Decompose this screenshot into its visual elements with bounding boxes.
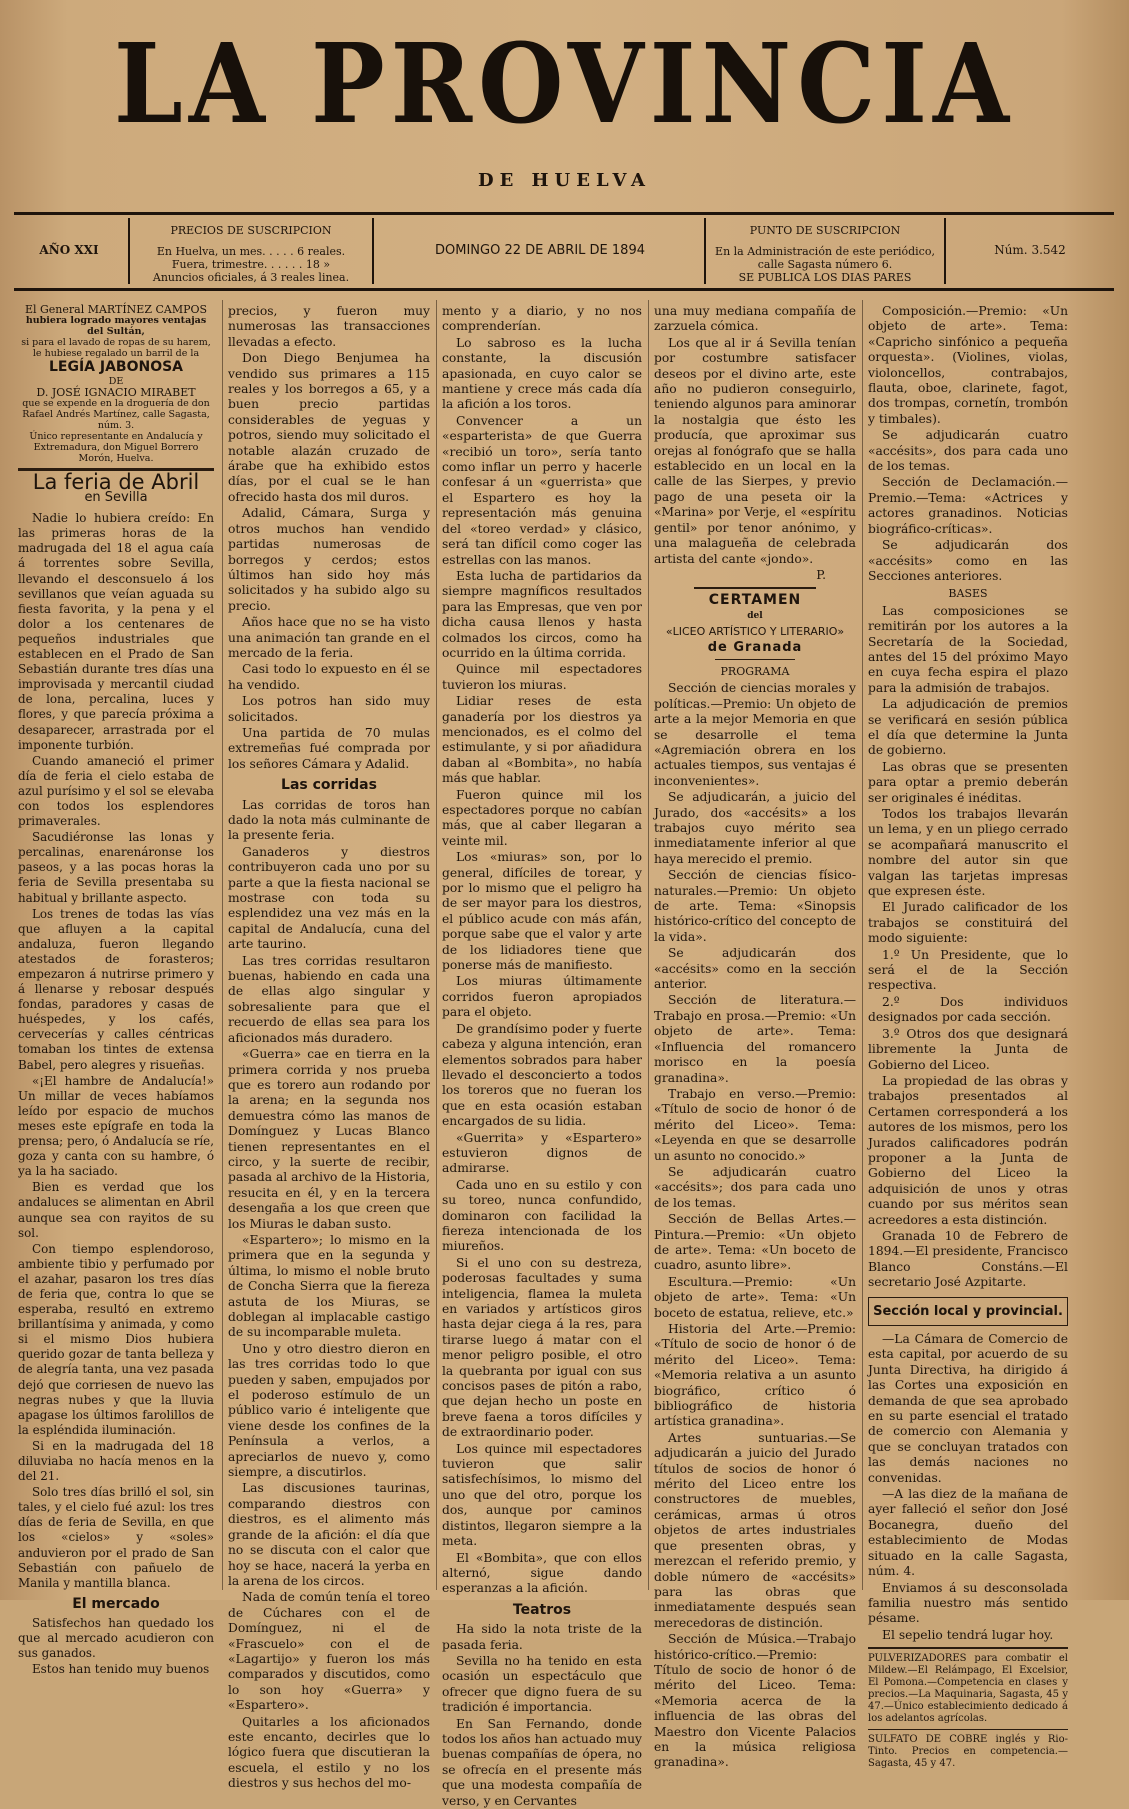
section-heading: Las corridas [281,777,377,794]
paragraph: Sección de Música.—Trabajo histórico-crítico.—Premio: Título de socio de honor ó de mérito del Liceo. Tema: «Memoria acerca de la influencia de las obras del Maestro don Vicente Palacios en la música religiosa granadina». [654,1632,856,1770]
paragraph: Se adjudicarán dos «accésits» como en las Secciones anteriores. [868,538,1068,583]
paragraph: Lo sabroso es la lucha constante, la discusión apasionada, en cuyo calor se mantiene y crece más cada día la afición a los toros. [442,335,642,412]
ad-product-name: LEGÍA JABONOSA [48,359,184,375]
paragraph: «¡El hambre de Andalucía!» Un millar de veces habíamos leído por espacio de muchos meses este epígrafe en toda la prensa; pero, ó Andalucía se ríe, goza y canta con su hambre, ó ya la ha saciado. [18,1073,214,1179]
info-separator [372,218,374,284]
paragraph: Lidiar reses de esta ganadería por los diestros ya mencionados, es el colmo del estimulante, y si por añadidura daban al «Bombita», no había más que hablar. [442,694,642,786]
paragraph: Los «miuras» son, por lo general, difíciles de torear, y por lo mismo que el peligro ha de ser mayor para los diestros, el público acude con más afán, porque sabe que el valor y arte de los lidiadores tiene que ponerse más de manifiesto. [442,850,642,973]
paragraph: Quince mil espectadores tuvieron los miuras. [442,662,642,692]
info-separator [704,218,706,284]
paragraph: La propiedad de las obras y trabajos presentados al Certamen corresponderá a los autores de los mismos, pero los Jurados calificadores podrán proponer a la Junta de Gobierno del Liceo la adquisición de unos y otras cuando por sus méritos sean acreedores a esta distinción. [868,1073,1068,1227]
paragraph: 3.º Otros dos que designará libremente la Junta de Gobierno del Liceo. [868,1026,1068,1072]
paragraph: Convencer a un «esparterista» de que Guerra «recibió un toro», sería tanto como inflar un perro y hacerle confesar á un «guerrista» que el Espartero es hoy la representación más genuina del «toreo verdad» y clásico, será tan difícil como coger las estrellas con las manos. [442,413,642,567]
paragraph: Nada de común tenía el toreo de Cúchares con el de Domínguez, ni el de «Frascuelo» con el de «Lagartijo» y fueron los más comparados y discutidos, como lo son hoy «Guerra» y «Espartero». [228,1590,430,1713]
paragraph: El «Bombita», que con ellos alternó, sigue dando esperanzas a la afición. [442,1550,642,1596]
paragraph: «Guerra» cae en tierra en la primera corrida y nos prueba que es torero aun rodando por la arena; en la segunda nos demuestra cómo las manos de Domínguez y Lucas Blanco tienen representantes en el circo, y la suerte de recibir, pasada al archivo de la Historia, resucita en él, y en la tercera desengaña a los que creen que los Miuras le daban susto. [228,1047,430,1231]
paragraph: El sepelio tendrá lugar hoy. [882,1627,1054,1642]
column-separator [648,300,649,1590]
paragraph: Sección de Declamación.—Premio.—Tema: «Actrices y actores granadinos. Noticias biográfico-críticas». [868,475,1068,536]
prices-line-2: Fuera, trimestre. . . . . . 18 » [171,258,331,271]
prices-box [132,218,370,284]
paragraph: Don Diego Benjumea ha vendido sus primares a 115 reales y los borregos a 65, y a buen precio partidas considerables de yeguas y potros, siendo muy solicitado el notable alazán cruzado de árabe que ha exhibido estos días, por el cual se le han ofrecido hasta dos mil duros. [228,351,430,504]
column-4 [654,304,856,1770]
paragraph: una muy mediana compañía de zarzuela cómica. [654,304,856,334]
column-2 [228,304,430,1791]
paragraph: Si en la madrugada del 18 diluviaba no hacía menos en la del 21. [18,1438,214,1484]
local-section-box [868,1297,1068,1326]
paragraph: Las composiciones se remitirán por los autores a la Secretaría de la Sociedad, antes del 15 del próximo Mayo en cuya fecha espira el plazo para la admisión de trabajos. [868,603,1068,695]
paragraph: Sevilla no ha tenido en esta ocasión un espectáculo que ofrecer que digno fuera de su tradición é importancia. [442,1653,642,1715]
paragraph: Las corridas de toros han dado la nota más culminante de la presente feria. [228,797,430,843]
divider [868,1647,1068,1649]
info-separator [944,218,946,284]
paragraph: Los quince mil espectadores tuvieron que salir satisfechísimos, lo mismo del uno que del otro, porque los dos, aunque por caminos distintos, llegaron siempre a la meta. [442,1441,642,1549]
paragraph: —La Cámara de Comercio de esta capital, por acuerdo de su Junta Directiva, ha dirigido á las Cortes una exposición en demanda de que sea aprobado en su parte esencial el tratado de comercio con Alemania y que se concluyan tratados con las demás naciones no convenidas. [868,1332,1068,1485]
subscription-point-box [710,218,940,284]
year-label: AÑO XXI [39,243,99,257]
paragraph: Sacudiéronse las lonas y percalinas, enarenáronse los paseos, y a las pocas horas la feria de Sevilla presentaba su habitual y brillante aspecto. [18,830,214,905]
paragraph: 1.º Un Presidente, que lo será el de la Sección respectiva. [868,947,1068,993]
masthead-title: LA PROVINCIA [113,20,1016,149]
divider [694,587,815,589]
paragraph: Casi todo lo expuesto en él se ha vendido. [228,662,430,692]
column-5 [868,304,1068,1770]
paragraph: Adalid, Cámara, Surga y otros muchos han vendido partidas numerosas de borregos y cerdos; estos últimos han sido hoy más solicitados y ha subido algo su precio. [228,506,430,613]
column-3 [442,304,642,1808]
paragraph: Escultura.—Premio: «Un objeto de arte». Tema: «Un boceto de estatua, relieve, etc.» [654,1274,856,1320]
paragraph: Se adjudicarán cuatro «accésits», dos para cada uno de los temas. [868,428,1068,474]
paragraph: Cada uno en su estilo y con su toreo, nunca confundido, dominaron con facilidad la fiereza intencionada de los miureños. [442,1177,642,1254]
info-bar [14,218,1114,284]
paragraph: Con tiempo esplendoroso, ambiente tibio y perfumado por el azahar, pasaron los tres días de feria que, contra lo que se esperaba, resultó en extremo brillantísima y animada, y como si el mismo Dios hubiera querido gozar de tanta belleza y de alegría tanta, una vez pasada dejó que corriesen de nuevo las negras nubes y que la lluvia apagase los últimos farolillos de la espléndida iluminación. [18,1241,214,1437]
paragraph: Artes suntuarias.—Se adjudicarán a juicio del Jurado títulos de socios de honor ó mérito del Liceo entre los constructores de muebles, cerámicas, armas ú otros objetos de artes industriales que presenten obras, y merezcan el referido premio, y doble número de «accésits» para las obras que inmediatamente después sean merecedoras de distinción. [654,1430,856,1630]
paragraph: Cuando amaneció el primer día de feria el cielo estaba de azul purísimo y el sol se elevaba con todos los esplendores primaverales. [18,753,214,829]
prices-line-3: Anuncios oficiales, á 3 reales linea. [152,271,350,284]
paragraph: Una partida de 70 mulas extremeñas fué comprada por los señores Cámara y Adalid. [228,725,430,771]
local-section-heading: Sección local y provincial. [873,1303,1063,1319]
copper-sulfate-advertisement: SULFATO DE COBRE inglés y Rio-Tinto. Precios en competencia.—Sagasta, 45 y 47. [868,1734,1068,1770]
program-heading: PROGRAMA [720,664,790,678]
masthead-subtitle: DE HUELVA [477,170,652,191]
paragraph: Historia del Arte.—Premio: «Título de socio de honor ó de mérito del Liceo». Tema: «Memoria relativa a un asunto biográfico, crítico ó bibliográfico de historia artística granadina». [654,1322,856,1429]
signature: P. [816,567,826,582]
ad-line: que se expende en la droguería de don Rafael Andrés Martínez, calle Sagasta, núm. 3. [22,398,210,431]
paragraph: Trabajo en verso.—Premio: «Título de socio de honor ó de mérito del Liceo». Tema: «Leyenda en que se desarrolle un asunto no conocido.» [654,1086,856,1163]
issue-date: DOMINGO 22 DE ABRIL DE 1894 [435,243,645,258]
paragraph: Estos han tenido muy buenos [32,1662,210,1677]
ad-line: El General MARTÍNEZ CAMPOS [24,303,208,316]
paragraph: 2.º Dos individuos designados por cada sección. [868,994,1068,1025]
paragraph: Composición.—Premio: «Un objeto de arte». Tema: «Capricho sinfónico a pequeña orquesta». (Violines, violas, violoncellos, contrabajos, flauta, oboe, clarinete, fagot, dos trompas, cornetín, trombón y timbales). [868,304,1068,426]
paragraph: Granada 10 de Febrero de 1894.—El presidente, Francisco Blanco Constáns.—El secretario José Azpitarte. [868,1228,1068,1290]
paragraph: Nadie lo hubiera creído: En las primeras horas de la madrugada del 18 el agua caía á torrentes sobre Sevilla, llevando el desconsuelo á los sevillanos que veían aguada su fiesta favorita, y la pena y el dolor a los centenares de pequeños industriales que establecen en el Prado de San Sebastián durante tres días una improvisada y mercantil ciudad de lona, percalina, luces y flores, y que parecía próxima a desaparecer, arrastrada por el imponente turbión. [18,511,214,752]
paragraph: Solo tres días brilló el sol, sin tales, y el cielo fué azul: los tres días de feria de Sevilla, en que los «cielos» y «soles» anduvieron por el prado de San Sebastián con pañuelo de Manila y mantilla blanca. [18,1485,214,1590]
column-separator [862,300,863,1590]
ad-line: Único representante en Andalucía y Extremadura, don Miguel Borrero Morón, Huelva. [29,431,203,464]
column-separator [222,300,223,1590]
paragraph: Sección de ciencias físico-naturales.—Premio: Un objeto de arte. Tema: «Sinopsis histórico-crítico del concepto de la vida». [654,868,856,944]
bases-heading: BASES [948,587,988,601]
paragraph: Las tres corridas resultaron buenas, habiendo en cada una de ellas algo singular y sobresaliente para que el recuerdo de ellas sea para los aficionados más duradero. [228,953,430,1045]
point-line-1: En la Administración de este periódico, [715,245,935,258]
info-separator [128,218,130,284]
column-separator [436,300,437,1590]
prices-title: PRECIOS DE SUSCRIPCION [170,224,332,237]
paragraph: Se adjudicarán dos «accésits» como en la sección anterior. [654,946,856,992]
paragraph: Ha sido la nota triste de la pasada feria. [442,1622,642,1652]
paragraph: Años hace que no se ha visto una animación tan grande en el mercado de la feria. [228,615,430,660]
paragraph: Se adjudicarán cuatro «accésits»; dos para cada uno de los temas. [654,1164,856,1210]
paragraph: Esta lucha de partidarios da siempre magníficos resultados para las Empresas, que ven por dicha causa llenos y hasta colmados los circos, como ha ocurrido en la última corrida. [442,568,642,660]
paragraph: Los trenes de todas las vías que afluyen a la capital andaluza, fueron llegando atestados de forasteros; empezaron á nutrirse primero y á llenarse y rebosar después fondas, paradores y casas de huéspedes, y los cafés, cervecerías y calles céntricas tomaban los tintes de extensa Babel, pero alegres y risueñas. [18,906,214,1072]
paragraph: La adjudicación de premios se verificará en sesión pública el día que determine la Junta de gobierno. [868,697,1068,758]
divider [715,659,796,660]
paragraph: Uno y otro diestro dieron en las tres corridas todo lo que pueden y saben, empujados por el poderoso estímulo de un público vario é inteligente que viene desde los confines de la Península a verlos, a apreciarlos de nuevo y, como siempre, a discutirlos. [228,1341,430,1480]
paragraph: De grandísimo poder y fuerte cabeza y alguna intención, eran elementos sobrados para haber llevado el desconcierto a todos los toreros que no fueran los que en esta ocasión estaban encargados de su lidia. [442,1021,642,1129]
column-1 [18,303,214,1677]
paragraph: Bien es verdad que los andaluces se alimentan en Abril aunque sea con rayitos de su sol. [18,1180,214,1240]
prices-line-1: En Huelva, un mes. . . . . 6 reales. [156,245,346,258]
soap-advertisement [18,304,214,464]
paragraph: precios, y fueron muy numerosas las transacciones llevadas a efecto. [228,304,430,349]
paragraph: Sección de Bellas Artes.—Pintura.—Premio: «Un objeto de arte». Tema: «Un boceto de cuadro, asunto libre». [654,1212,856,1273]
ad-line: DE [108,376,124,387]
paragraph: «Guerrita» y «Espartero» estuvieron dignos de admirarse. [442,1130,642,1176]
top-rule [14,212,1114,215]
article-title: La feria de Abril [32,470,200,494]
certamen-heading-del: del [747,610,763,621]
point-line-2: calle Sagasta número 6. [757,258,893,271]
paragraph: Sección de literatura.—Trabajo en prosa.—Premio: «Un objeto de arte». Tema: «Influencia del romancero morisco en la poesía granadina». [654,993,856,1085]
paragraph: mento y a diario, y no nos comprenderían. [442,304,642,334]
paragraph: Las discusiones taurinas, comparando diestros con diestros, es el alimento más grande de la afición: el día que no se discuta con el calor que hoy se hace, nacerá la yerba en la arena de los circos. [228,1481,430,1588]
paragraph: El Jurado calificador de los trabajos se constituirá del modo siguiente: [868,900,1068,946]
paragraph: Los miuras últimamente corridos fueron apropiados para el objeto. [442,974,642,1020]
paragraph: Quitarles a los aficionados este encanto, decirles que lo lógico fuera que discutieran la escuela, el estilo y no los diestros y sus hechos del mo- [228,1714,430,1791]
section-heading: El mercado [72,1595,160,1612]
point-line-3: SE PUBLICA LOS DIAS PARES [738,271,912,284]
divider [868,1729,1068,1730]
sprayers-advertisement: PULVERIZADORES para combatir el Mildew.—El Relámpago, El Excelsior, El Pomona.—Competencia en clases y precios.—La Maquinaria, Sagasta, 45 y 47.—Único establecimiento dedicado á los adelantos agrícolas. [868,1653,1068,1725]
article-subtitle: en Sevilla [84,490,148,506]
paragraph: —A las diez de la mañana de ayer falleció el señor don José Bocanegra, dueño del establecimiento de Modas situado en la calle Sagasta, núm. 4. [868,1487,1068,1579]
paragraph: En San Fernando, donde todos los años han actuado muy buenas compañías de ópera, no se ofrecía en el presente más que una modesta compañía de verso, y en Cervantes [442,1716,642,1808]
paragraph: Fueron quince mil los espectadores porque no cabían más, que al caber llegaran a veinte mil. [442,787,642,848]
ad-line: D. JOSÉ IGNACIO MIRABET [36,386,196,399]
paragraph: Satisfechos han quedado los que al mercado acudieron con sus ganados. [18,1615,214,1661]
certamen-heading: CERTAMEN [708,592,802,609]
point-title: PUNTO DE SUSCRIPCION [749,224,901,237]
section-heading: Teatros [512,1601,572,1618]
paragraph: Sección de ciencias morales y políticas.—Premio: Un objeto de arte a la mejor Memoria en que se desarrolle el tema «Agremiación obrera en los actuales tiempos, sus ventajas é inconvenientes». [654,681,856,788]
certamen-city: de Granada [707,639,803,655]
paragraph: Ganaderos y diestros contribuyeron cada uno por su parte a que la fiesta nacional se mostrase con toda su esplendidez una vez más en la capital de Andalucía, cuna del arte taurino. [228,844,430,952]
issue-number: Núm. 3.542 [994,243,1066,257]
paragraph: Todos los trabajos llevarán un lema, y en un pliego cerrado se acompañará manuscrito el nombre del autor sin que valgan las tarjetas impresas que expresen éste. [868,807,1068,899]
paragraph: Los potros han sido muy solicitados. [228,694,430,724]
certamen-org: «LICEO ARTÍSTICO Y LITERARIO» [665,625,845,639]
ad-line: hubiera logrado mayores ventajas del Sultán, [25,315,207,337]
paragraph: Enviamos á su desconsolada familia nuestro más sentido pésame. [868,1580,1068,1626]
ad-line: si para el lavado de ropas de su harem, le hubiese regalado un barril de la [21,337,211,359]
paragraph: Las obras que se presenten para optar a premio deberán ser originales é inéditas. [868,759,1068,805]
paragraph: Se adjudicarán, a juicio del Jurado, dos «accésits» a los trabajos cuyo mérito sea inmediatamente inferior al que haya merecido el premio. [654,790,856,866]
paragraph: «Espartero»; lo mismo en la primera que en la segunda y última, lo mismo el noble bruto de Concha Sierra que la fiereza astuta de los Miuras, se doblegan al implacable castigo de su incomparable muleta. [228,1232,430,1340]
paragraph: Si el uno con su destreza, poderosas facultades y suma inteligencia, flamea la muleta en variados y artísticos giros hasta dejar ciega á la res, para tirarse luego á matar con el menor peligro posible, el otro la quebranta por igual con sus concisos pases de pitón a rabo, que dejan hecho un poste en breve faena a toros difíciles y de extraordinario poder. [442,1255,642,1440]
paragraph: Los que al ir á Sevilla tenían por costumbre satisfacer deseos por el divino arte, este año no pudieron conseguirlo, teniendo algunos para aminorar la nostalgia que ésto les producía, que aproximar sus orejas al fonógrafo que se halla establecido en un local en la calle de las Sierpes, y previo pago de una peseta oir la «Marina» por Verje, el «espíritu gentil» por tenor anónimo, y una malagueña de celebrada artista del cante «jondo». [654,335,856,566]
